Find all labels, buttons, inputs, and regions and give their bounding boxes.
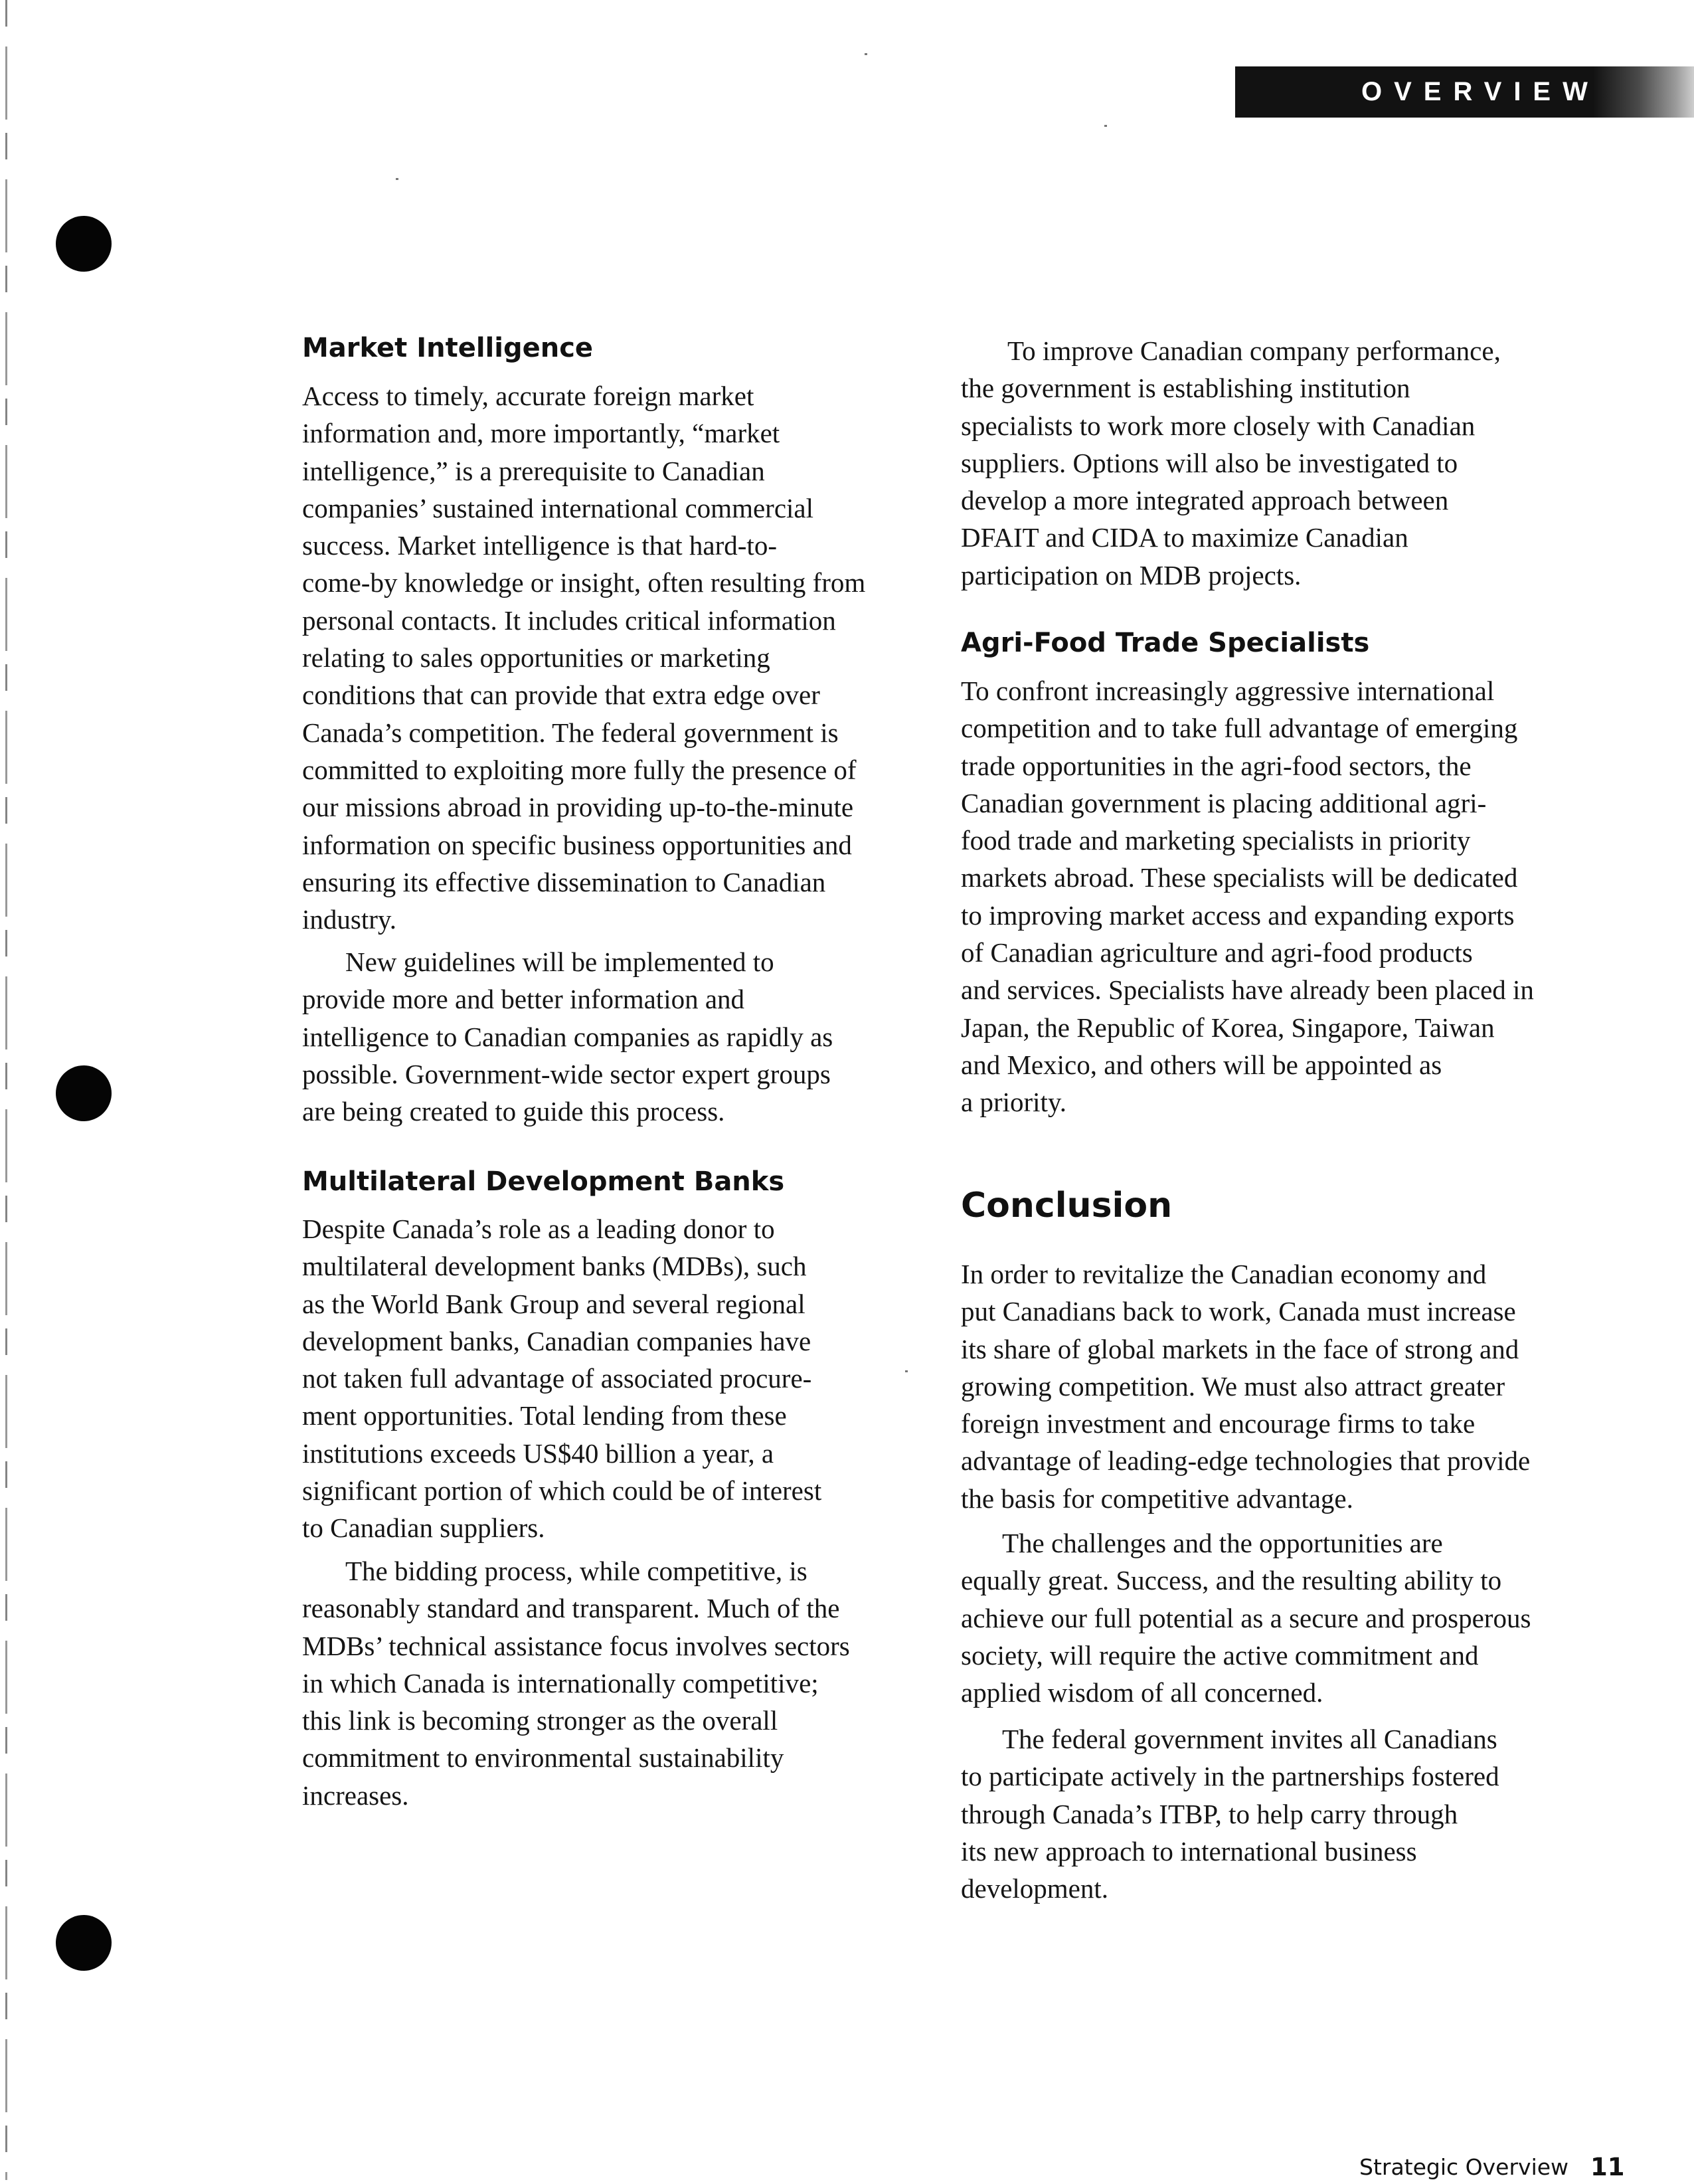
paragraph-conclusion-1: [961, 1255, 1530, 1517]
text-line: Despite Canada’s role as a leading donor to: [302, 1214, 775, 1244]
footer-page-number: 11: [1590, 2153, 1625, 2181]
text-line: applied wisdom of all concerned.: [961, 1677, 1323, 1708]
text-line: commitment to environmental sustainability: [302, 1742, 784, 1774]
text-line: information and, more importantly, “market: [302, 418, 780, 449]
text-line: The bidding process, while competitive, is: [345, 1556, 807, 1586]
scan-speck: [1104, 125, 1107, 127]
paragraph-multilateral-banks-1: [302, 1210, 821, 1547]
text-line: The challenges and the opportunities are: [1002, 1528, 1443, 1558]
text-line: to Canadian suppliers.: [302, 1512, 545, 1544]
text-line: and Mexico, and others will be appointed as: [961, 1049, 1442, 1080]
text-line: as the World Bank Group and several regional: [302, 1288, 805, 1319]
heading-agri-food: Agri-Food Trade Specialists: [961, 628, 1370, 658]
text-line: Canadian government is placing additional agri-: [961, 787, 1487, 818]
text-line: markets abroad. These specialists will be dedicated: [961, 862, 1518, 893]
text-line: provide more and better information and: [302, 984, 745, 1015]
text-line: success. Market intelligence is that hard-to-: [302, 530, 777, 561]
text-line: increases.: [302, 1779, 409, 1811]
text-line: our missions abroad in providing up-to-the-minute: [302, 792, 854, 823]
text-line: ensuring its effective dissemination to Canadian: [302, 866, 826, 897]
text-line: not taken full advantage of associated procure-: [302, 1363, 812, 1394]
text-line: The federal government invites all Canadians: [1002, 1724, 1497, 1754]
text-line: growing competition. We must also attract greater: [961, 1370, 1505, 1402]
text-line: ment opportunities. Total lending from these: [302, 1400, 787, 1431]
text-line: suppliers. Options will also be investigated to: [961, 447, 1458, 478]
text-line: equally great. Success, and the resulting ability to: [961, 1565, 1502, 1596]
text-line: industry.: [302, 904, 396, 935]
text-line: MDBs’ technical assistance focus involves sectors: [302, 1630, 850, 1661]
section-tab-label: OVERVIEW: [1361, 77, 1600, 106]
text-line: participation on MDB projects.: [961, 559, 1302, 591]
text-line: the basis for competitive advantage.: [961, 1483, 1353, 1514]
text-line: personal contacts. It includes critical information: [302, 604, 836, 636]
text-line: To confront increasingly aggressive international: [961, 676, 1495, 706]
text-line: society, will require the active commitment and: [961, 1639, 1479, 1671]
text-line: companies’ sustained international commercial: [302, 492, 813, 523]
text-line: intelligence to Canadian companies as rapidly as: [302, 1021, 833, 1052]
paragraph-multilateral-banks-2: [302, 1552, 850, 1814]
text-line: put Canadians back to work, Canada must increase: [961, 1296, 1516, 1327]
text-line: conditions that can provide that extra edge over: [302, 680, 820, 711]
paragraph-conclusion-3: [961, 1720, 1499, 1907]
page-edge-shadow: [5, 0, 7, 2180]
text-line: Japan, the Republic of Korea, Singapore, Taiwan: [961, 1012, 1495, 1043]
text-line: and services. Specialists have already been placed in: [961, 974, 1534, 1006]
text-line: to participate actively in the partnerships fostered: [961, 1761, 1499, 1792]
text-line: achieve our full potential as a secure and prosperous: [961, 1602, 1531, 1633]
text-line: are being created to guide this process.: [302, 1096, 725, 1127]
paragraph-agri-food: [961, 672, 1534, 1121]
text-line: relating to sales opportunities or marketing: [302, 642, 770, 674]
text-line: its share of global markets in the face of strong and: [961, 1333, 1519, 1364]
text-line: Canada’s competition. The federal government is: [302, 717, 839, 748]
text-line: New guidelines will be implemented to: [345, 947, 774, 977]
text-line: intelligence,” is a prerequisite to Canadian: [302, 455, 765, 486]
paragraph-mdb-continued: [961, 332, 1501, 594]
text-line: DFAIT and CIDA to maximize Canadian: [961, 522, 1408, 553]
text-line: a priority.: [961, 1087, 1067, 1118]
paragraph-market-intelligence-1: [302, 377, 865, 938]
text-line: committed to exploiting more fully the presence of: [302, 754, 857, 785]
text-line: to improving market access and expanding exports: [961, 899, 1515, 931]
heading-multilateral-banks: Multilateral Development Banks: [302, 1166, 785, 1197]
text-line: through Canada’s ITBP, to help carry through: [961, 1798, 1458, 1829]
text-line: development.: [961, 1873, 1109, 1904]
binder-hole-middle: [56, 1065, 112, 1121]
text-line: trade opportunities in the agri-food sectors, the: [961, 750, 1472, 781]
section-tab: [1235, 66, 1694, 118]
heading-conclusion: Conclusion: [961, 1186, 1173, 1226]
text-line: possible. Government-wide sector expert groups: [302, 1058, 831, 1089]
text-line: Access to timely, accurate foreign market: [302, 381, 754, 411]
binder-hole-top: [56, 216, 112, 272]
text-line: its new approach to international business: [961, 1835, 1417, 1866]
binder-hole-bottom: [56, 1915, 112, 1971]
paragraph-conclusion-2: [961, 1524, 1531, 1711]
text-line: foreign investment and encourage firms to take: [961, 1408, 1476, 1439]
text-line: specialists to work more closely with Canadian: [961, 410, 1476, 441]
text-line: To improve Canadian company performance,: [1007, 335, 1501, 366]
text-line: of Canadian agriculture and agri-food products: [961, 937, 1473, 968]
text-line: information on specific business opportunities and: [302, 829, 852, 860]
text-line: come-by knowledge or insight, often resulting from: [302, 567, 866, 598]
footer-document-title: Strategic Overview: [1359, 2154, 1569, 2180]
text-line: In order to revitalize the Canadian economy and: [961, 1259, 1487, 1289]
text-line: development banks, Canadian companies have: [302, 1325, 811, 1356]
text-line: in which Canada is internationally competitive;: [302, 1667, 819, 1698]
text-line: this link is becoming stronger as the overall: [302, 1705, 778, 1736]
scan-speck: [865, 53, 867, 55]
text-line: multilateral development banks (MDBs), such: [302, 1251, 807, 1282]
heading-market-intelligence: Market Intelligence: [302, 333, 594, 363]
text-line: the government is establishing institution: [961, 373, 1410, 404]
text-line: significant portion of which could be of interest: [302, 1475, 822, 1506]
scan-speck: [905, 1370, 908, 1372]
paragraph-market-intelligence-2: [302, 943, 833, 1130]
text-line: institutions exceeds US$40 billion a year, a: [302, 1437, 774, 1469]
text-line: develop a more integrated approach between: [961, 485, 1449, 516]
text-line: competition and to take full advantage of emerging: [961, 713, 1518, 744]
text-line: reasonably standard and transparent. Much of the: [302, 1593, 840, 1624]
text-line: advantage of leading-edge technologies that provide: [961, 1445, 1531, 1477]
scan-speck: [396, 178, 398, 180]
text-line: food trade and marketing specialists in priority: [961, 825, 1471, 856]
